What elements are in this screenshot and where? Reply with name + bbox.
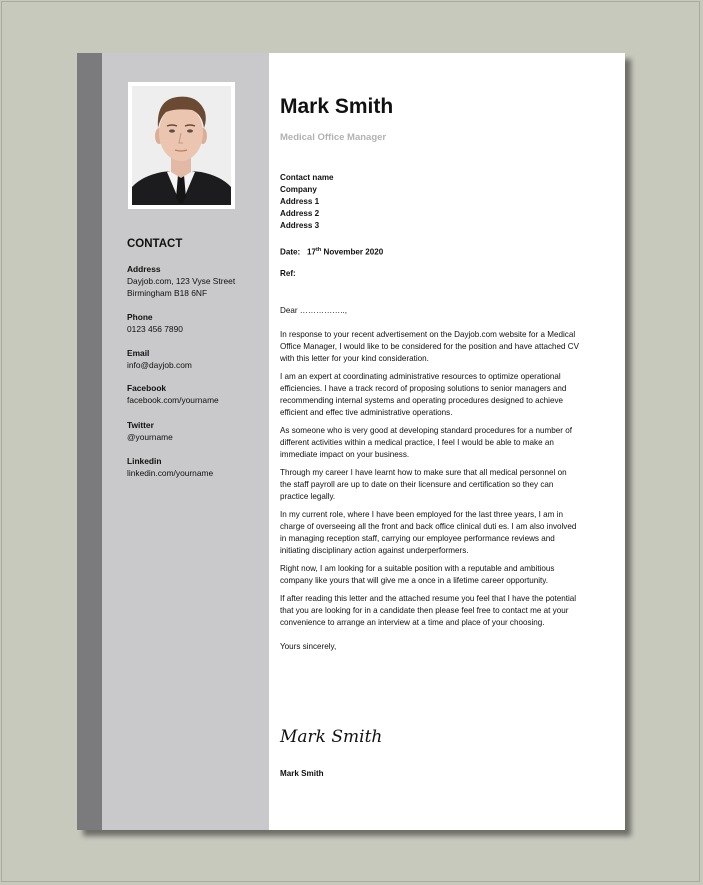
date-label: Date: <box>280 247 301 257</box>
date-day: 17 <box>307 247 317 257</box>
sidebar <box>102 53 269 830</box>
salutation: Dear …………….., <box>280 306 348 315</box>
contact-value: Birmingham B18 6NF <box>127 288 208 298</box>
contact-value: 0123 456 7890 <box>127 324 183 334</box>
paragraph: Right now, I am looking for a suitable position with a reputable and ambitious company like yours that will give me a once in a lifetime career opportunity. <box>280 564 555 585</box>
paragraph: Through my career I have learnt how to make sure that all medical personnel on the staff payroll are up to date on their licensure and certification so they can practice legally. <box>280 468 567 501</box>
recipient-line: Address 1 <box>280 197 320 206</box>
contact-heading: CONTACT <box>127 238 183 250</box>
letter-paragraphs <box>280 329 580 659</box>
contact-twitter <box>127 419 173 443</box>
contact-label: Twitter <box>127 420 154 430</box>
paragraph: In my current role, where I have been employed for the last three years, I am in charge of overseeing all the front and back office clinical duti es. I am also involved in managing reception staff, carrying our employee performance reviews and initiating disciplinary action against underperformers. <box>280 510 577 555</box>
handwritten-signature: Mark Smith <box>280 727 383 747</box>
ref-label: Ref: <box>280 269 296 278</box>
cover-letter-page <box>77 53 625 830</box>
paragraph: I am an expert at coordinating administrative resources to optimize operational efficiencies. I have a track record of proposing solutions to senior managers and recommending internal systems and operating procedures designed to achieve efficient and effec tive administrative operations. <box>280 372 567 417</box>
contact-label: Phone <box>127 312 153 322</box>
contact-phone <box>127 311 183 335</box>
signature-name: Mark Smith <box>280 769 324 778</box>
contact-value: facebook.com/yourname <box>127 395 219 405</box>
contact-address <box>127 263 235 299</box>
contact-value: linkedin.com/yourname <box>127 468 214 478</box>
recipient-address <box>280 172 580 232</box>
contact-value: info@dayjob.com <box>127 360 192 370</box>
paragraph: As someone who is very good at developing standard procedures for a number of different activities within a medical practice, I feel I would be able to make an immediate impact on your business. <box>280 426 572 459</box>
accent-bar <box>77 53 102 830</box>
recipient-line: Address 3 <box>280 221 320 230</box>
contact-label: Email <box>127 348 150 358</box>
contact-label: Linkedin <box>127 456 162 466</box>
profile-photo <box>128 82 235 209</box>
contact-value: @yourname <box>127 432 173 442</box>
contact-linkedin <box>127 455 213 479</box>
recipient-line: Company <box>280 185 317 194</box>
recipient-line: Address 2 <box>280 209 320 218</box>
job-title: Medical Office Manager <box>280 132 387 143</box>
contact-facebook <box>127 382 219 406</box>
portrait-image <box>132 86 231 205</box>
closing: Yours sincerely, <box>280 642 337 651</box>
paragraph: If after reading this letter and the attached resume you feel that I have the potential that you are looking for in a candidate then please feel free to contact me at your convenience to arrange an interview at a time and place of your choosing. <box>280 594 577 627</box>
letter-date <box>280 244 580 259</box>
recipient-line: Contact name <box>280 173 334 182</box>
date-suffix: th <box>316 247 322 253</box>
paragraph: In response to your recent advertisement on the Dayjob.com website for a Medical Office Manager, I would like to be considered for the position and have attached CV with this letter for your kind consideration. <box>280 330 580 363</box>
contact-email <box>127 347 192 371</box>
contact-label: Address <box>127 264 161 274</box>
contact-label: Facebook <box>127 383 167 393</box>
contact-value: Dayjob.com, 123 Vyse Street <box>127 276 236 286</box>
candidate-name: Mark Smith <box>280 95 394 118</box>
date-rest: November 2020 <box>323 247 384 257</box>
